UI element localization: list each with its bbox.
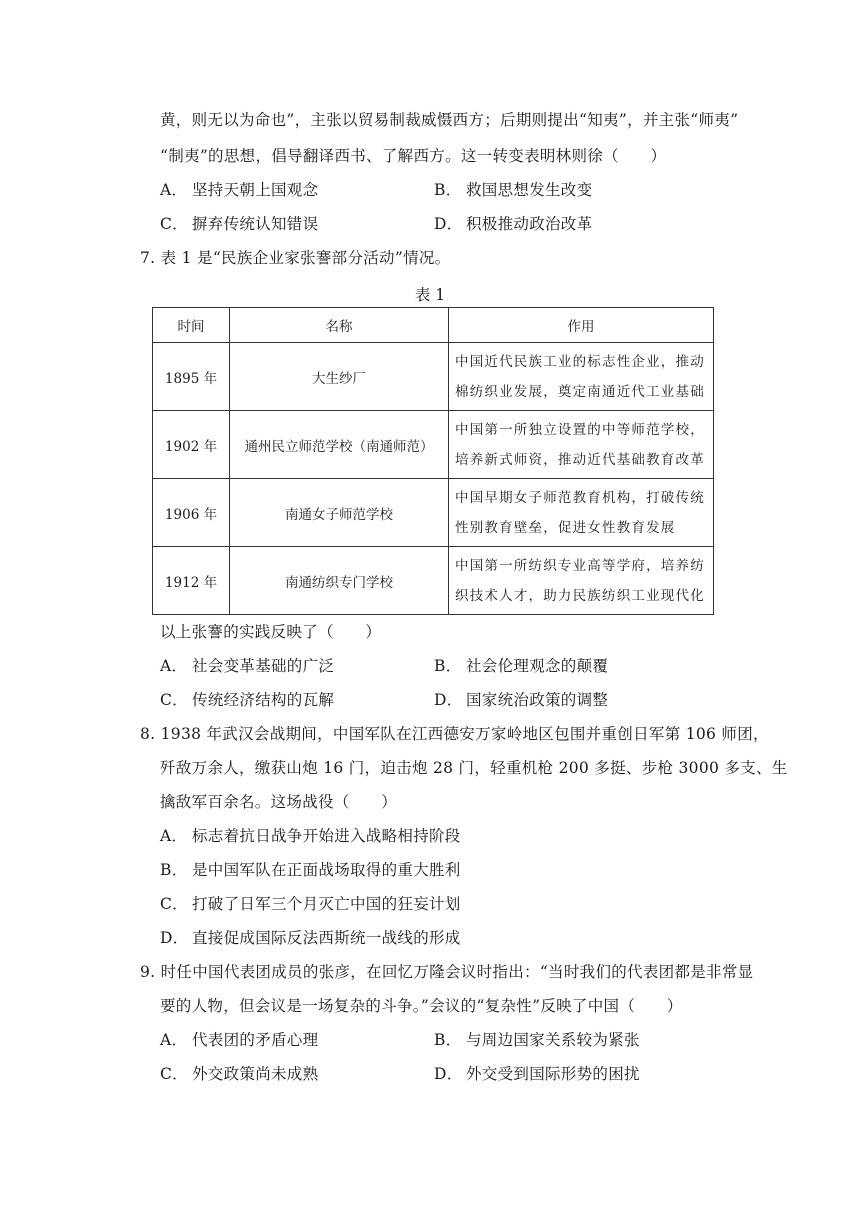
q7-option-d[interactable]	[434, 690, 608, 710]
option-letter: D．	[434, 1065, 463, 1083]
q8-option-a[interactable]	[160, 826, 461, 846]
table-caption: 表 1	[414, 286, 446, 304]
q9-stem-line-2: 要的人物，但会议是一场复杂的斗争。”会议的“复杂性”反映了中国（ ）	[160, 997, 683, 1015]
q8-stem-line-3: 擒敌军百余名。这场战役（ ）	[160, 793, 398, 811]
option-text: 坚持天朝上国观念	[192, 181, 319, 199]
cell-name: 通州民立师范学校（南通师范）	[230, 411, 449, 479]
option-text: 积极推动政治改革	[466, 215, 593, 233]
cell-name: 南通女子师范学校	[230, 479, 449, 547]
q9-stem-line-1: 9. 时任中国代表团成员的张彦，在回忆万隆会议时指出：“当时我们的代表团都是非常显	[140, 963, 754, 981]
effect-line: 织技术人才，助力民族纺织工业现代化	[455, 587, 705, 604]
option-text: 传统经济结构的瓦解	[192, 691, 335, 709]
option-text: 外交政策尚未成熟	[192, 1065, 319, 1083]
table-row	[153, 547, 714, 615]
q8-stem-line-2: 歼敌万余人，缴获山炮 16 门，迫击炮 28 门，轻重机枪 200 多挺、步枪 3000 多支、生	[160, 759, 788, 777]
q8-option-d[interactable]	[160, 928, 461, 948]
q9-option-d[interactable]	[434, 1064, 640, 1084]
option-text: 与周边国家关系较为紧张	[466, 1031, 640, 1049]
option-letter: C．	[160, 691, 188, 709]
effect-line: 性别教育壁垒，促进女性教育发展	[455, 519, 676, 536]
option-letter: C．	[160, 1065, 188, 1083]
option-text: 社会变革基础的广泛	[192, 657, 335, 675]
cell-effect	[449, 411, 714, 479]
effect-line: 棉纺织业发展，奠定南通近代工业基础	[455, 383, 705, 400]
header-name: 名称	[230, 308, 449, 343]
option-text: 打破了日军三个月灭亡中国的狂妄计划	[192, 895, 461, 913]
option-letter: A．	[160, 827, 188, 845]
option-letter: B．	[434, 181, 462, 199]
effect-line: 中国第一所纺织专业高等学府，培养纺	[455, 557, 705, 574]
effect-line: 培养新式师资，推动近代基础教育改革	[455, 451, 705, 468]
q6-option-b[interactable]	[434, 180, 592, 200]
option-letter: B．	[434, 1031, 462, 1049]
q6-option-d[interactable]	[434, 214, 592, 234]
table-row	[153, 343, 714, 411]
q9-option-b[interactable]	[434, 1030, 640, 1050]
option-letter: B．	[160, 861, 188, 879]
q6-stem-line-1: 黄，则无以为命也”，主张以贸易制裁威慑西方；后期则提出“知夷”，并主张“师夷”	[160, 111, 739, 129]
effect-line: 中国近代民族工业的标志性企业，推动	[455, 353, 705, 370]
option-letter: D．	[434, 691, 463, 709]
option-text: 救国思想发生改变	[466, 181, 593, 199]
option-letter: C．	[160, 215, 188, 233]
q6-option-a[interactable]	[160, 180, 318, 200]
cell-name: 大生纱厂	[230, 343, 449, 411]
header-effect: 作用	[449, 308, 714, 343]
cell-name: 南通纺织专门学校	[230, 547, 449, 615]
option-text: 外交受到国际形势的困扰	[466, 1065, 640, 1083]
q6-stem-line-2: “制夷”的思想，倡导翻译西书、了解西方。这一转变表明林则徐（ ）	[160, 147, 667, 165]
q7-question: 以上张謇的实践反映了（ ）	[160, 623, 382, 641]
q8-option-b[interactable]	[160, 860, 461, 880]
cell-time: 1902 年	[153, 411, 230, 479]
q8-stem-line-1: 8. 1938 年武汉会战期间，中国军队在江西德安万家岭地区包围并重创日军第 106 师团，	[140, 725, 769, 743]
option-letter: C．	[160, 895, 188, 913]
q7-option-b[interactable]	[434, 656, 608, 676]
option-text: 标志着抗日战争开始进入战略相持阶段	[192, 827, 461, 845]
option-letter: D．	[160, 929, 189, 947]
option-letter: A．	[160, 181, 188, 199]
table-header-row	[153, 308, 714, 343]
effect-line: 中国第一所独立设置的中等师范学校，	[455, 421, 705, 438]
option-letter: A．	[160, 1031, 188, 1049]
cell-time: 1912 年	[153, 547, 230, 615]
cell-effect	[449, 547, 714, 615]
option-text: 代表团的矛盾心理	[192, 1031, 319, 1049]
header-time: 时间	[153, 308, 230, 343]
effect-line: 中国早期女子师范教育机构，打破传统	[455, 489, 705, 506]
q9-option-a[interactable]	[160, 1030, 318, 1050]
cell-time: 1895 年	[153, 343, 230, 411]
cell-effect	[449, 479, 714, 547]
option-text: 直接促成国际反法西斯统一战线的形成	[192, 929, 461, 947]
option-text: 摒弃传统认知错误	[192, 215, 319, 233]
option-text: 国家统治政策的调整	[466, 691, 609, 709]
cell-effect	[449, 343, 714, 411]
zhang-jian-activities-table	[152, 307, 714, 615]
table-row	[153, 411, 714, 479]
q7-stem: 7. 表 1 是“民族企业家张謇部分活动”情况。	[140, 249, 451, 267]
q7-option-a[interactable]	[160, 656, 334, 676]
q6-option-c[interactable]	[160, 214, 318, 234]
cell-time: 1906 年	[153, 479, 230, 547]
option-text: 社会伦理观念的颠覆	[466, 657, 609, 675]
option-letter: D．	[434, 215, 463, 233]
q9-option-c[interactable]	[160, 1064, 318, 1084]
option-text: 是中国军队在正面战场取得的重大胜利	[192, 861, 461, 879]
table-row	[153, 479, 714, 547]
q8-option-c[interactable]	[160, 894, 461, 914]
option-letter: B．	[434, 657, 462, 675]
q7-option-c[interactable]	[160, 690, 334, 710]
option-letter: A．	[160, 657, 188, 675]
